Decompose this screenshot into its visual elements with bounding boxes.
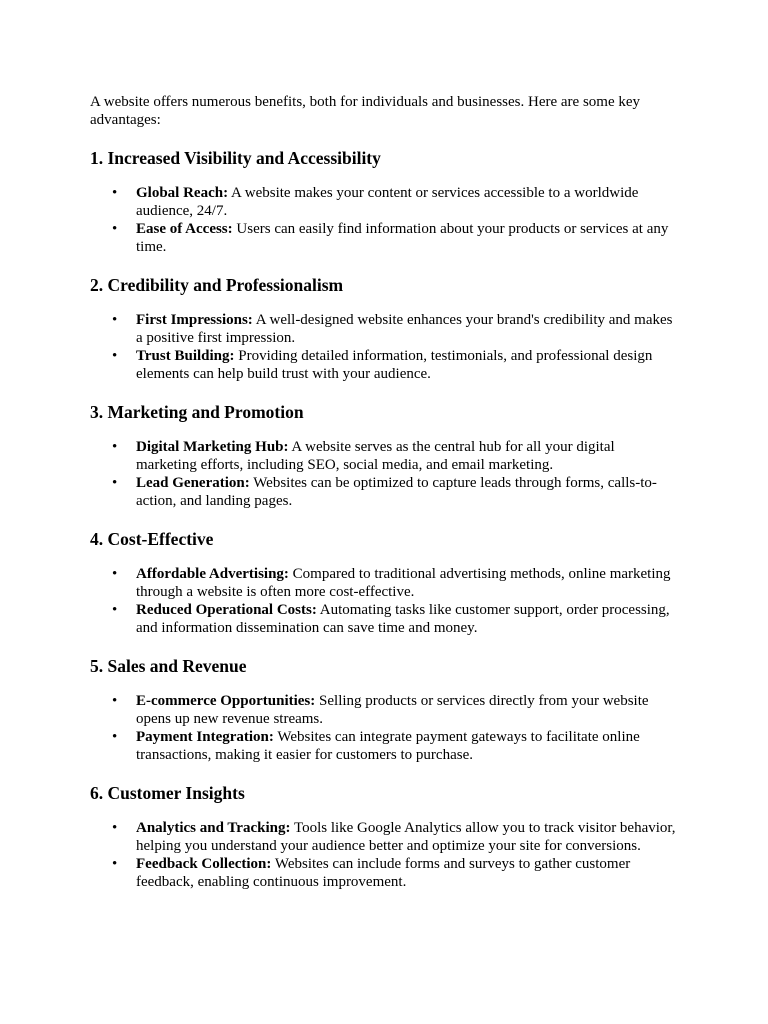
item-term: Payment Integration: <box>136 729 274 745</box>
bullet-list <box>90 311 678 383</box>
item-term: Feedback Collection: <box>136 856 272 872</box>
item-text: Tools like Google Analytics allow you to track visitor behavior, helping you understand your audience better and optimize your site for conversions. <box>136 820 676 854</box>
list-item <box>90 728 678 764</box>
list-item <box>90 184 678 220</box>
section-insights <box>90 783 678 891</box>
section-heading: 5. Sales and Revenue <box>90 656 247 676</box>
list-item <box>90 565 678 601</box>
list-item <box>90 855 678 891</box>
section-sales <box>90 656 678 764</box>
bullet-list <box>90 819 678 891</box>
bullet-icon: • <box>112 348 118 364</box>
bullet-list <box>90 184 678 256</box>
bullet-icon: • <box>112 729 118 745</box>
list-item <box>90 692 678 728</box>
bullet-icon: • <box>112 312 118 328</box>
item-text: Websites can be optimized to capture leads through forms, calls-to-action, and landing pages. <box>136 475 657 509</box>
section-heading: 3. Marketing and Promotion <box>90 402 304 422</box>
item-term: Trust Building: <box>136 348 235 364</box>
item-text: Selling products or services directly from your website opens up new revenue streams. <box>136 693 649 727</box>
item-term: Affordable Advertising: <box>136 566 289 582</box>
item-text: Compared to traditional advertising methods, online marketing through a website is often more cost-effective. <box>136 566 671 600</box>
bullet-icon: • <box>112 475 118 491</box>
item-text: A website makes your content or services accessible to a worldwide audience, 24/7. <box>136 185 639 219</box>
item-text: Users can easily find information about your products or services at any time. <box>136 221 669 255</box>
bullet-icon: • <box>112 185 118 201</box>
bullet-list <box>90 692 678 764</box>
section-marketing <box>90 402 678 510</box>
section-credibility <box>90 275 678 383</box>
section-cost <box>90 529 678 637</box>
item-text: A well-designed website enhances your brand's credibility and makes a positive first impression. <box>136 312 673 346</box>
list-item <box>90 474 678 510</box>
list-item <box>90 347 678 383</box>
bullet-icon: • <box>112 221 118 237</box>
section-visibility <box>90 148 678 256</box>
item-term: Analytics and Tracking: <box>136 820 291 836</box>
item-term: First Impressions: <box>136 312 253 328</box>
item-text: Websites can include forms and surveys to gather customer feedback, enabling continuous improvement. <box>136 856 631 890</box>
section-heading: 6. Customer Insights <box>90 783 245 803</box>
list-item <box>90 819 678 855</box>
list-item <box>90 438 678 474</box>
list-item <box>90 220 678 256</box>
item-term: Ease of Access: <box>136 221 233 237</box>
bullet-list <box>90 438 678 510</box>
item-text: A website serves as the central hub for all your digital marketing efforts, including SEO, social media, and email marketing. <box>136 439 615 473</box>
item-text: Automating tasks like customer support, order processing, and information dissemination can save time and money. <box>136 602 670 636</box>
intro-paragraph: A website offers numerous benefits, both for individuals and businesses. Here are some key advantages: <box>90 94 641 128</box>
bullet-icon: • <box>112 439 118 455</box>
item-term: Global Reach: <box>136 185 229 201</box>
bullet-icon: • <box>112 602 118 618</box>
item-term: Lead Generation: <box>136 475 250 491</box>
bullet-icon: • <box>112 566 118 582</box>
item-text: Providing detailed information, testimonials, and professional design elements can help build trust with your audience. <box>136 348 653 382</box>
section-heading: 1. Increased Visibility and Accessibility <box>90 148 381 168</box>
bullet-icon: • <box>112 820 118 836</box>
bullet-list <box>90 565 678 637</box>
section-heading: 4. Cost-Effective <box>90 529 214 549</box>
list-item <box>90 311 678 347</box>
section-heading: 2. Credibility and Professionalism <box>90 275 344 295</box>
item-term: Reduced Operational Costs: <box>136 602 317 618</box>
item-term: E-commerce Opportunities: <box>136 693 316 709</box>
bullet-icon: • <box>112 856 118 872</box>
item-text: Websites can integrate payment gateways to facilitate online transactions, making it easier for customers to purchase. <box>136 729 640 763</box>
bullet-icon: • <box>112 693 118 709</box>
list-item <box>90 601 678 637</box>
item-term: Digital Marketing Hub: <box>136 439 289 455</box>
